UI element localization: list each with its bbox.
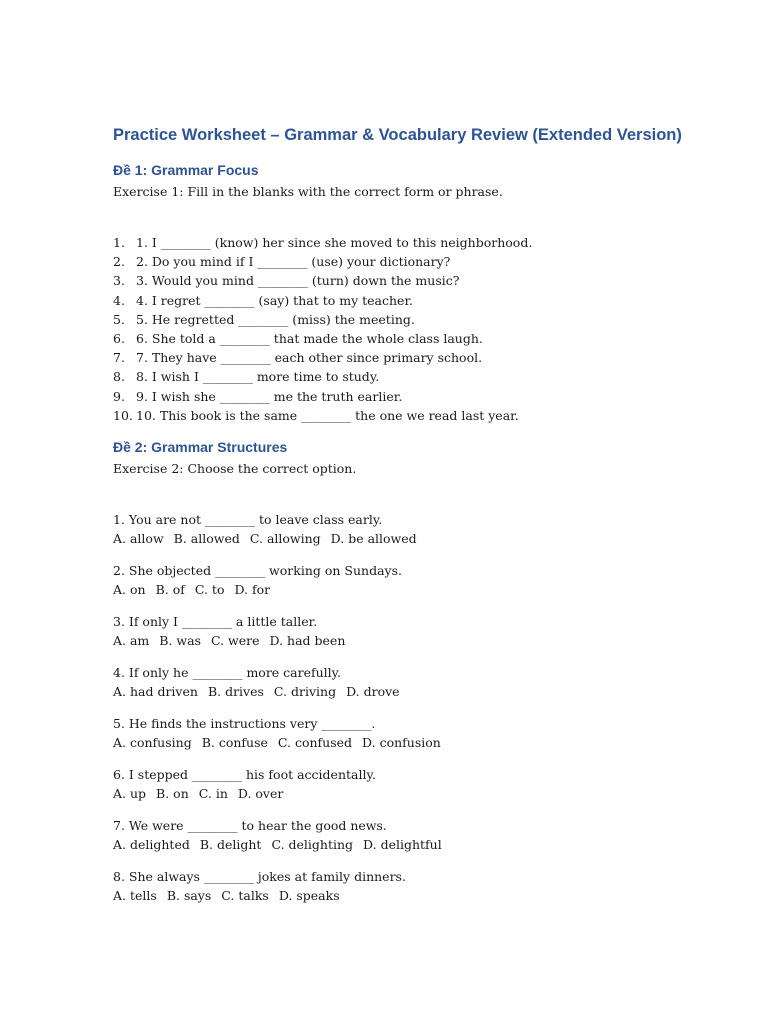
option: C. driving	[273, 684, 337, 700]
option: C. confused	[277, 735, 353, 751]
question-options	[113, 835, 713, 854]
question-text: 7. We were ________ to hear the good news.	[113, 818, 387, 834]
option: C. delighting	[271, 837, 354, 853]
option: B. says	[166, 888, 212, 904]
list-item: 4. 4. I regret ________ (say) that to my teacher.	[113, 292, 414, 308]
option: A. confusing	[113, 735, 192, 751]
question-item	[113, 561, 713, 599]
page-title: Practice Worksheet – Grammar & Vocabulary Review (Extended Version)	[113, 126, 682, 144]
option: D. drove	[346, 684, 400, 700]
option: A. on	[113, 582, 146, 598]
option: D. had been	[269, 633, 346, 649]
worksheet-page	[113, 124, 713, 905]
question-options	[113, 733, 713, 752]
question-text: 3. If only I ________ a little taller.	[113, 614, 318, 630]
list-item: 7. 7. They have ________ each other since primary school.	[113, 350, 483, 366]
question-item	[113, 867, 713, 905]
option: B. delight	[199, 837, 262, 853]
option: B. on	[156, 786, 189, 802]
option: C. in	[198, 786, 228, 802]
option: A. delighted	[113, 837, 190, 853]
option: A. allow	[113, 531, 164, 547]
option: B. confuse	[201, 735, 268, 751]
fill-blank-list	[113, 233, 713, 425]
option: B. drives	[207, 684, 264, 700]
option: B. of	[155, 582, 185, 598]
question-item	[113, 765, 713, 803]
option: A. had driven	[113, 684, 198, 700]
question-item	[113, 612, 713, 650]
option: A. am	[113, 633, 150, 649]
question-text: 8. She always ________ jokes at family dinners.	[113, 869, 406, 885]
option: C. to	[194, 582, 225, 598]
question-options	[113, 886, 713, 905]
question-text: 1. You are not ________ to leave class early.	[113, 512, 383, 528]
list-item: 6. 6. She told a ________ that made the whole class laugh.	[113, 331, 483, 347]
question-item	[113, 714, 713, 752]
option: D. delightful	[363, 837, 442, 853]
option: A. tells	[113, 888, 157, 904]
question-options	[113, 529, 713, 548]
list-item: 1. 1. I ________ (know) her since she moved to this neighborhood.	[113, 235, 533, 250]
list-item: 9. 9. I wish she ________ me the truth earlier.	[113, 388, 403, 404]
question-options	[113, 580, 713, 599]
option: B. allowed	[173, 531, 240, 547]
section2-instruction: Exercise 2: Choose the correct option.	[113, 461, 357, 477]
question-text: 6. I stepped ________ his foot accidentally.	[113, 767, 376, 783]
section2-heading: Đề 2: Grammar Structures	[113, 439, 288, 456]
option: D. for	[234, 582, 271, 598]
multiple-choice-list	[113, 510, 713, 905]
list-item: 10. 10. This book is the same ________ the one we read last year.	[113, 407, 519, 423]
option: C. were	[210, 633, 260, 649]
question-text: 2. She objected ________ working on Sundays.	[113, 563, 402, 579]
list-item: 5. 5. He regretted ________ (miss) the meeting.	[113, 311, 415, 327]
question-text: 5. He finds the instructions very ________.	[113, 716, 376, 732]
option: C. allowing	[249, 531, 321, 547]
option: D. confusion	[362, 735, 441, 751]
option: B. was	[159, 633, 201, 649]
question-options	[113, 784, 713, 803]
question-options	[113, 682, 713, 701]
section1-instruction: Exercise 1: Fill in the blanks with the correct form or phrase.	[113, 184, 503, 199]
option: D. speaks	[278, 888, 340, 904]
list-item: 8. 8. I wish I ________ more time to study.	[113, 369, 380, 385]
option: D. be allowed	[330, 531, 417, 547]
section1-heading: Đề 1: Grammar Focus	[113, 162, 259, 178]
question-item	[113, 816, 713, 854]
option: A. up	[113, 786, 147, 802]
option: D. over	[237, 786, 284, 802]
option: C. talks	[221, 888, 269, 904]
question-options	[113, 631, 713, 650]
question-text: 4. If only he ________ more carefully.	[113, 665, 342, 681]
question-item	[113, 663, 713, 701]
list-item: 3. 3. Would you mind ________ (turn) down the music?	[113, 273, 460, 289]
question-item	[113, 510, 713, 548]
list-item: 2. 2. Do you mind if I ________ (use) your dictionary?	[113, 254, 451, 270]
